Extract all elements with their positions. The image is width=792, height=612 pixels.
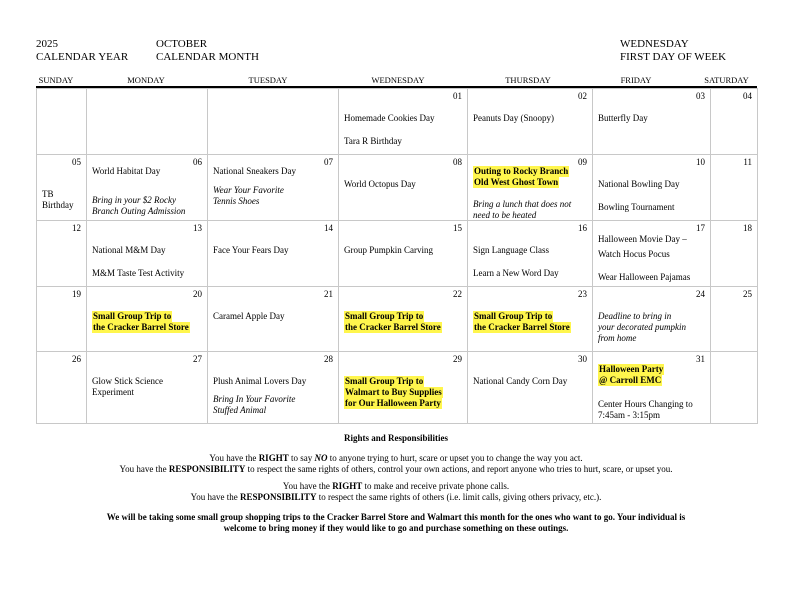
year-value: 2025	[36, 38, 58, 50]
event-text: Sign Language Class	[473, 245, 549, 255]
date-number: 13	[193, 223, 202, 233]
weekday-sunday: SUNDAY	[38, 75, 74, 85]
date-number: 28	[324, 354, 333, 364]
event-text: Plush Animal Lovers Day	[213, 376, 307, 386]
date-number: 04	[743, 91, 752, 101]
event-text: National M&M Day	[92, 245, 166, 255]
month-label: CALENDAR MONTH	[156, 51, 259, 63]
date-number: 20	[193, 289, 202, 299]
date-number: 24	[696, 289, 705, 299]
day-cell	[593, 352, 711, 424]
event-text: Bowling Tournament	[598, 202, 675, 212]
event-text: Glow Stick Science Experiment	[92, 376, 163, 397]
event-text: TB Birthday	[42, 189, 74, 210]
day-cell	[711, 155, 758, 221]
day-cell	[208, 352, 339, 424]
first-day-label: FIRST DAY OF WEEK	[620, 51, 727, 63]
highlighted-event: Outing to Rocky Branch Old West Ghost Town	[474, 166, 569, 187]
event-text: Homemade Cookies Day	[344, 113, 435, 123]
day-cell	[339, 89, 468, 155]
first-day-block	[620, 38, 726, 64]
event-text: Caramel Apple Day	[213, 311, 285, 321]
date-number: 25	[743, 289, 752, 299]
week-row	[37, 352, 758, 424]
rights-line: You have the RIGHT to make and receive private phone calls.	[282, 480, 510, 491]
rights-title: Rights and Responsibilities	[343, 433, 449, 443]
event-text: Tara R Birthday	[344, 136, 402, 146]
date-number: 03	[696, 91, 705, 101]
first-day-value: WEDNESDAY	[620, 38, 689, 50]
date-number: 09	[578, 157, 587, 167]
day-cell	[593, 287, 711, 352]
day-cell	[468, 352, 593, 424]
date-number: 14	[324, 223, 333, 233]
event-text: Peanuts Day (Snoopy)	[473, 113, 554, 123]
event-text: Butterfly Day	[598, 113, 648, 123]
weekday-thursday: THURSDAY	[505, 75, 551, 85]
weekday-tuesday: TUESDAY	[248, 75, 288, 85]
event-text: Halloween Movie Day –	[598, 234, 687, 244]
responsibility-line: You have the RESPONSIBILITY to respect the same rights of others, control your own actions, and report anyone who tries to hurt, scare, or upset you.	[119, 464, 673, 474]
day-cell	[339, 352, 468, 424]
date-number: 11	[743, 157, 752, 167]
rights-section	[0, 433, 792, 535]
date-number: 27	[193, 354, 202, 364]
event-text: M&M Taste Test Activity	[92, 268, 185, 278]
year-block	[36, 38, 128, 64]
event-text: National Candy Corn Day	[473, 376, 568, 386]
week-row	[37, 155, 758, 221]
event-text: World Habitat Day	[92, 166, 161, 176]
event-text: Group Pumpkin Carving	[344, 245, 433, 255]
event-text: Learn a New Word Day	[473, 268, 559, 278]
date-number: 07	[324, 157, 333, 167]
day-cell	[37, 221, 87, 287]
day-cell	[468, 89, 593, 155]
event-text: National Bowling Day	[598, 179, 680, 189]
highlighted-event: Small Group Trip to Walmart to Buy Supplies for Our Halloween Party	[345, 376, 442, 408]
month-value: OCTOBER	[156, 38, 208, 50]
date-number: 16	[578, 223, 587, 233]
day-cell	[468, 221, 593, 287]
date-number: 22	[453, 289, 462, 299]
event-note: Bring a lunch that does not need to be heated	[473, 199, 572, 220]
event-text: Face Your Fears Day	[213, 245, 289, 255]
event-note: Deadline to bring in your decorated pumpkin from home	[598, 311, 686, 343]
day-cell-empty	[711, 352, 758, 424]
date-number: 17	[696, 223, 705, 233]
date-number: 06	[193, 157, 202, 167]
event-text: Center Hours Changing to 7:45am - 3:15pm	[598, 399, 693, 420]
date-number: 05	[72, 157, 81, 167]
day-cell	[208, 155, 339, 221]
date-number: 29	[453, 354, 462, 364]
day-cell	[339, 221, 468, 287]
date-number: 18	[743, 223, 752, 233]
day-cell	[339, 155, 468, 221]
responsibility-line: You have the RESPONSIBILITY to respect the same rights of others (i.e. limit calls, giving others privacy, etc.).	[190, 492, 602, 502]
day-cell	[711, 89, 758, 155]
day-cell	[468, 287, 593, 352]
day-cell	[593, 89, 711, 155]
date-number: 08	[453, 157, 462, 167]
day-cell	[87, 155, 208, 221]
year-label: CALENDAR YEAR	[36, 51, 129, 63]
month-block	[156, 38, 259, 64]
event-note: Wear Your Favorite Tennis Shoes	[213, 185, 284, 206]
day-cell	[468, 155, 593, 221]
day-cell	[208, 221, 339, 287]
date-number: 10	[696, 157, 705, 167]
rights-line: You have the RIGHT to say NO to anyone trying to hurt, scare or upset you to change the way you act.	[209, 452, 583, 463]
date-number: 19	[72, 289, 81, 299]
week-row	[37, 287, 758, 352]
day-cell	[593, 155, 711, 221]
day-cell-empty	[37, 89, 87, 155]
day-cell	[87, 221, 208, 287]
highlighted-event: Small Group Trip to the Cracker Barrel Store	[474, 311, 570, 332]
date-number: 26	[72, 354, 81, 364]
date-number: 12	[72, 223, 81, 233]
event-text: World Octopus Day	[344, 179, 416, 189]
date-number: 02	[578, 91, 587, 101]
week-row	[37, 221, 758, 287]
event-text: Watch Hocus Pocus	[598, 249, 670, 259]
day-cell	[37, 155, 87, 221]
weekday-monday: MONDAY	[127, 75, 165, 85]
day-cell	[208, 287, 339, 352]
weekday-friday: FRIDAY	[620, 75, 652, 85]
day-cell-empty	[208, 89, 339, 155]
highlighted-event: Small Group Trip to the Cracker Barrel Store	[345, 311, 441, 332]
weekday-wednesday: WEDNESDAY	[371, 75, 425, 85]
day-cell	[87, 352, 208, 424]
day-cell	[711, 287, 758, 352]
day-cell	[339, 287, 468, 352]
day-cell	[37, 352, 87, 424]
event-note: Bring in your $2 Rocky Branch Outing Admission	[92, 195, 186, 216]
day-cell-empty	[87, 89, 208, 155]
day-cell	[37, 287, 87, 352]
highlighted-event: Small Group Trip to the Cracker Barrel Store	[93, 311, 189, 332]
date-number: 15	[453, 223, 462, 233]
date-number: 23	[578, 289, 587, 299]
day-cell	[593, 221, 711, 287]
closing-note: We will be taking some small group shopping trips to the Cracker Barrel Store and Walmart this month for the ones who want to go. Your individual is welcome to bring money if they would like to go and purchase something on these outings.	[106, 511, 686, 533]
date-number: 30	[578, 354, 587, 364]
date-number: 01	[453, 91, 462, 101]
event-text: National Sneakers Day	[213, 166, 296, 176]
day-cell	[87, 287, 208, 352]
day-cell	[711, 221, 758, 287]
event-note: Bring In Your Favorite Stuffed Animal	[213, 394, 296, 415]
event-text: Wear Halloween Pajamas	[598, 272, 691, 282]
highlighted-event: Halloween Party @ Carroll EMC	[599, 364, 664, 385]
weekday-saturday: SATURDAY	[704, 75, 749, 85]
calendar-grid	[36, 88, 758, 424]
week-row	[37, 89, 758, 155]
date-number: 31	[696, 354, 705, 364]
date-number: 21	[324, 289, 333, 299]
